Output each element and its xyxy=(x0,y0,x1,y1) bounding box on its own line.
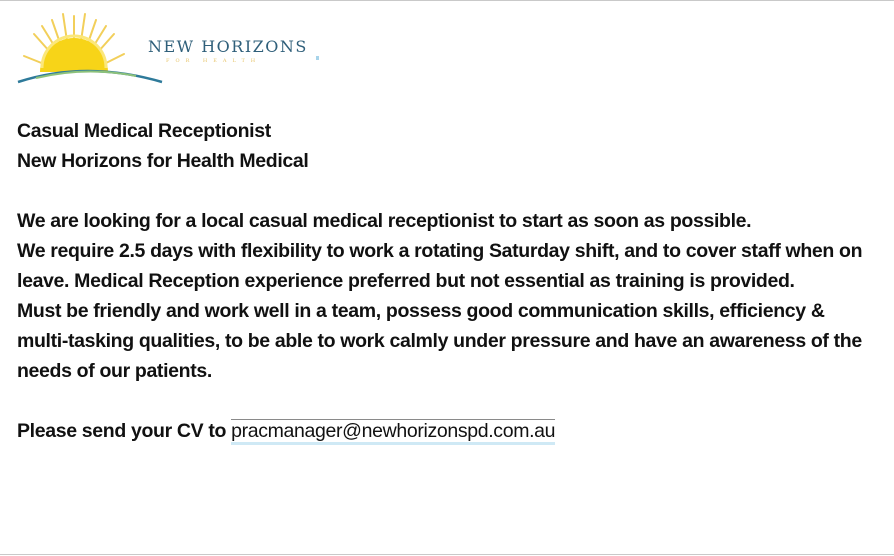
spacer xyxy=(17,386,879,416)
top-border xyxy=(0,0,894,1)
job-posting xyxy=(17,116,879,446)
qualities-paragraph: Must be friendly and work well in a team, possess good communication skills, efficiency & multi-tasking qualities, to be able to work calmly under pressure and have an awareness of the needs of our patients. xyxy=(17,300,862,382)
logo-name: NEW HORIZONS xyxy=(148,37,308,56)
spacer xyxy=(17,176,879,206)
job-title: Casual Medical Receptionist xyxy=(17,120,271,142)
requirements-paragraph: We require 2.5 days with flexibility to work a rotating Saturday shift, and to cover staff when on leave. Medical Reception experience preferred but not essential as training is provided. xyxy=(17,240,863,292)
intro-paragraph: We are looking for a local casual medical receptionist to start as soon as possible. xyxy=(17,210,752,232)
cv-instruction xyxy=(17,416,879,446)
logo-tagline: FOR HEALTH xyxy=(166,58,262,64)
email-link[interactable]: pracmanager@newhorizonspd.com.au xyxy=(231,419,555,445)
bottom-border xyxy=(0,554,894,555)
employer-name: New Horizons for Health Medical xyxy=(17,150,309,172)
new-horizons-logo xyxy=(16,10,326,90)
cv-prompt: Please send your CV to xyxy=(17,420,227,442)
